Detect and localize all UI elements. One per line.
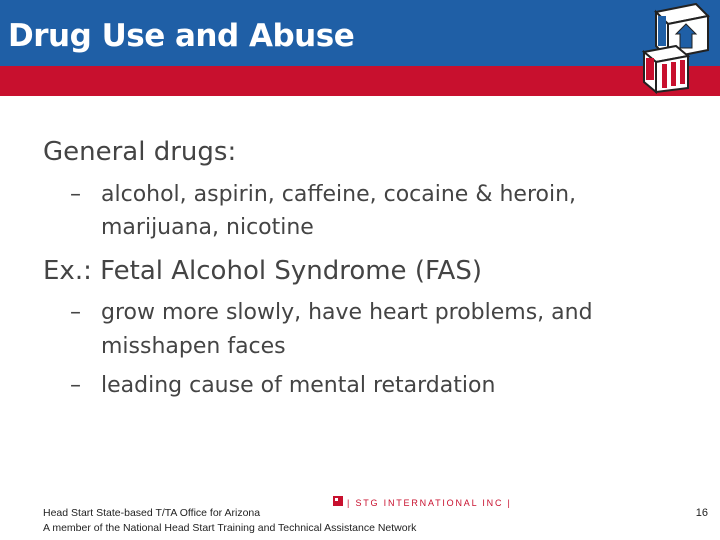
bullet-general-drugs: General drugs: bbox=[43, 137, 237, 167]
footer-network-line: A member of the National Head Start Training and Technical Assistance Network bbox=[43, 522, 417, 534]
sub-bullet-dash: – bbox=[70, 300, 81, 325]
stg-logo-text: | STG INTERNATIONAL INC | bbox=[347, 498, 512, 508]
bullet-fas-example: Ex.: Fetal Alcohol Syndrome (FAS) bbox=[43, 256, 482, 286]
sub-bullet-drug-list-line1: alcohol, aspirin, caffeine, cocaine & heroin, bbox=[101, 182, 577, 207]
slide-title: Drug Use and Abuse bbox=[8, 18, 355, 54]
sub-bullet-dash: – bbox=[70, 373, 81, 398]
footer-office-line: Head Start State-based T/TA Office for Arizona bbox=[43, 507, 261, 519]
header-accent-bar bbox=[0, 66, 720, 96]
page-number: 16 bbox=[695, 507, 708, 519]
sub-bullet-fas-cause: leading cause of mental retardation bbox=[101, 373, 496, 398]
sub-bullet-fas-effects-line2: misshapen faces bbox=[101, 334, 286, 359]
stg-flag-icon bbox=[333, 496, 347, 508]
stg-international-logo bbox=[333, 496, 512, 510]
head-start-blocks-logo-icon bbox=[636, 2, 714, 94]
sub-bullet-fas-effects-line1: grow more slowly, have heart problems, and bbox=[101, 300, 593, 325]
sub-bullet-dash: – bbox=[70, 182, 81, 207]
sub-bullet-drug-list-line2: marijuana, nicotine bbox=[101, 215, 314, 240]
